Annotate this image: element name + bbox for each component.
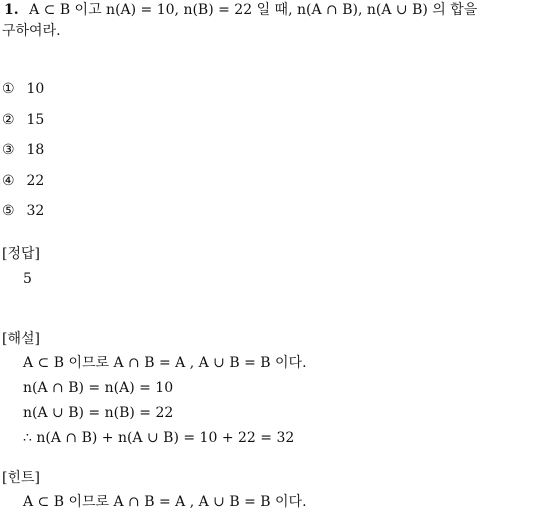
choice-5[interactable] <box>2 201 44 221</box>
hint-label: [힌트] <box>2 470 40 486</box>
answer-value: 5 <box>23 271 32 287</box>
choice-marker: ① <box>2 81 15 97</box>
choice-4[interactable] <box>2 171 44 191</box>
choice-2[interactable] <box>2 110 44 130</box>
explanation-line-3: n(A ∪ B) = n(B) = 22 <box>23 405 174 421</box>
choice-3[interactable] <box>2 140 44 160</box>
explanation-line-1: A ⊂ B 이므로 A ∩ B = A , A ∪ B = B 이다. <box>23 355 307 371</box>
question-stem-1: A ⊂ B 이고 n(A) = 10, n(B) = 22 일 때, n(A ∩ B), n(A ∪ B) 의 합을 <box>29 2 478 18</box>
choice-marker: ⑤ <box>2 203 15 219</box>
explanation-line-2: n(A ∩ B) = n(A) = 10 <box>23 380 174 396</box>
choice-value: 32 <box>26 203 45 219</box>
choice-value: 18 <box>26 142 45 158</box>
answer-label: [정답] <box>2 246 40 262</box>
choice-value: 15 <box>26 112 45 128</box>
hint-line-1: A ⊂ B 이므로 A ∩ B = A , A ∪ B = B 이다. <box>23 494 307 510</box>
choice-marker: ② <box>2 112 15 128</box>
choice-marker: ④ <box>2 173 15 189</box>
question-number: 1. <box>4 2 19 18</box>
choice-marker: ③ <box>2 142 15 158</box>
question-stem-2: 구하여라. <box>2 23 61 39</box>
explanation-label: [해설] <box>2 331 40 347</box>
choice-value: 10 <box>26 81 45 97</box>
choice-value: 22 <box>26 173 45 189</box>
explanation-line-4: ∴ n(A ∩ B) + n(A ∪ B) = 10 + 22 = 32 <box>23 430 295 446</box>
choice-1[interactable] <box>2 79 44 99</box>
question-line-2 <box>2 21 61 41</box>
question-line-1 <box>4 0 477 20</box>
